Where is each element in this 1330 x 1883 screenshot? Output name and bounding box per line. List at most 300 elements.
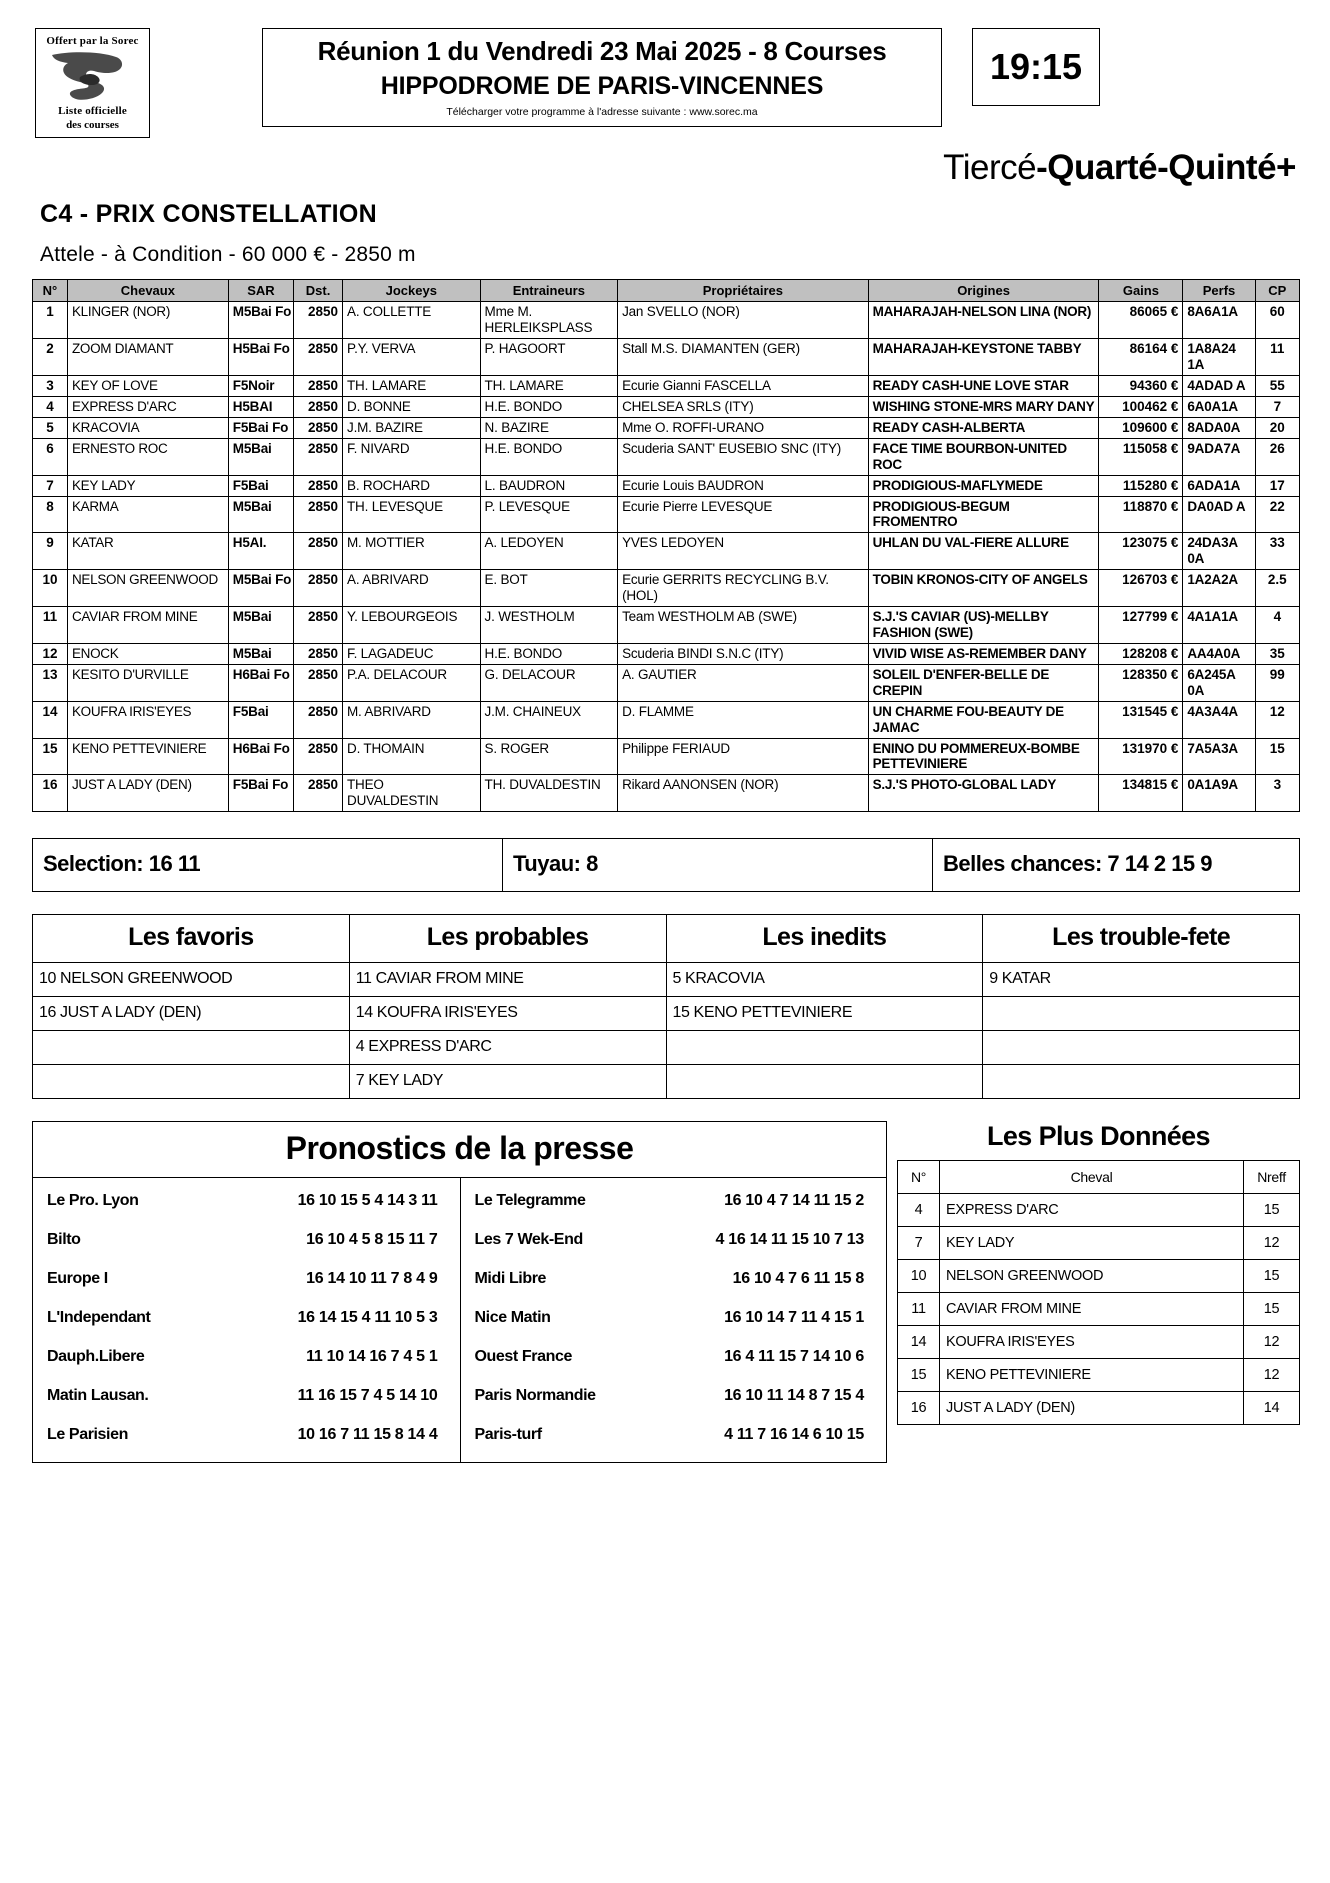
favoris-cell: 5 KRACOVIA (666, 963, 983, 997)
runner-distance: 2850 (294, 607, 343, 644)
most-played-horse: EXPRESS D'ARC (940, 1194, 1244, 1227)
press-source-name: Nice Matin (474, 1309, 551, 1327)
favoris-cell (983, 1065, 1300, 1099)
runner-owner: A. GAUTIER (618, 664, 869, 701)
table-row (33, 396, 1300, 417)
runner-origin: SOLEIL D'ENFER-BELLE DE CREPIN (868, 664, 1099, 701)
runner-perfs: 24DA3A 0A (1183, 533, 1255, 570)
runner-distance: 2850 (294, 475, 343, 496)
runner-jockey: F. LAGADEUC (343, 643, 481, 664)
runner-cp: 2.5 (1255, 570, 1299, 607)
press-prediction-row (475, 1348, 879, 1366)
runner-jockey: D. BONNE (343, 396, 481, 417)
runner-number: 12 (33, 643, 68, 664)
runner-origin: READY CASH-ALBERTA (868, 417, 1099, 438)
most-played-count: 12 (1244, 1326, 1300, 1359)
press-prediction-row (475, 1192, 879, 1210)
runner-number: 1 (33, 302, 68, 339)
runner-origin: FACE TIME BOURBON-UNITED ROC (868, 438, 1099, 475)
favoris-cell (666, 1031, 983, 1065)
most-played-col-1: Cheval (940, 1161, 1244, 1194)
runner-origin: S.J.'S PHOTO-GLOBAL LADY (868, 775, 1099, 812)
runner-gains: 123075 € (1099, 533, 1183, 570)
runner-horse-name: KARMA (67, 496, 228, 533)
most-played-row (898, 1260, 1300, 1293)
favoris-cell (983, 997, 1300, 1031)
runner-number: 14 (33, 701, 68, 738)
favoris-cell: 10 NELSON GREENWOOD (33, 963, 350, 997)
runner-owner: Mme O. ROFFI-URANO (618, 417, 869, 438)
runner-sar: H5AI. (228, 533, 293, 570)
favoris-cell (33, 1031, 350, 1065)
runner-sar: M5Bai (228, 496, 293, 533)
runner-trainer: H.E. BONDO (480, 643, 618, 664)
most-played-number: 11 (898, 1293, 940, 1326)
runner-perfs: 0A1A9A (1183, 775, 1255, 812)
most-played-title: Les Plus Données (987, 1121, 1210, 1152)
press-source-picks: 16 10 4 7 14 11 15 2 (724, 1192, 864, 1210)
runner-sar: M5Bai Fo (228, 570, 293, 607)
runner-cp: 60 (1255, 302, 1299, 339)
runner-gains: 115280 € (1099, 475, 1183, 496)
runner-horse-name: JUST A LADY (DEN) (67, 775, 228, 812)
most-played-col-0: N° (898, 1161, 940, 1194)
most-played-horse: KENO PETTEVINIERE (940, 1359, 1244, 1392)
runner-perfs: AA4A0A (1183, 643, 1255, 664)
press-source-name: Les 7 Wek-End (474, 1231, 583, 1249)
runner-jockey: THEO DUVALDESTIN (343, 775, 481, 812)
press-source-picks: 16 14 10 11 7 8 4 9 (306, 1270, 438, 1288)
runner-origin: TOBIN KRONOS-CITY OF ANGELS (868, 570, 1099, 607)
runner-jockey: D. THOMAIN (343, 738, 481, 775)
favoris-cell: 9 KATAR (983, 963, 1300, 997)
runner-jockey: B. ROCHARD (343, 475, 481, 496)
runner-cp: 15 (1255, 738, 1299, 775)
reunion-title-box (262, 28, 942, 127)
runner-horse-name: KATAR (67, 533, 228, 570)
runner-trainer: P. LEVESQUE (480, 496, 618, 533)
most-played-horse: CAVIAR FROM MINE (940, 1293, 1244, 1326)
runner-horse-name: ENOCK (67, 643, 228, 664)
col-cp: CP (1255, 280, 1299, 302)
runner-distance: 2850 (294, 701, 343, 738)
press-column-left (33, 1178, 460, 1462)
runner-gains: 86164 € (1099, 339, 1183, 376)
selection-bar-wrapper (0, 812, 1330, 892)
runner-trainer: H.E. BONDO (480, 396, 618, 417)
runner-owner: Team WESTHOLM AB (SWE) (618, 607, 869, 644)
runner-trainer: P. HAGOORT (480, 339, 618, 376)
runner-trainer: J. WESTHOLM (480, 607, 618, 644)
runner-perfs: 8ADA0A (1183, 417, 1255, 438)
table-row (33, 302, 1300, 339)
runner-cp: 22 (1255, 496, 1299, 533)
most-played-number: 14 (898, 1326, 940, 1359)
runner-origin: MAHARAJAH-NELSON LINA (NOR) (868, 302, 1099, 339)
runner-perfs: 6A0A1A (1183, 396, 1255, 417)
press-source-name: Paris Normandie (474, 1387, 596, 1405)
runner-number: 7 (33, 475, 68, 496)
press-source-name: Le Pro. Lyon (47, 1192, 139, 1210)
most-played-horse: NELSON GREENWOOD (940, 1260, 1244, 1293)
runner-horse-name: KOUFRA IRIS'EYES (67, 701, 228, 738)
page-header (0, 0, 1330, 138)
press-prediction-row (47, 1426, 452, 1444)
runner-origin: ENINO DU POMMEREUX-BOMBE PETTEVINIERE (868, 738, 1099, 775)
bet-type-rest: -Quarté-Quinté+ (1036, 148, 1296, 187)
runner-sar: H5Bai Fo (228, 339, 293, 376)
reunion-title: Réunion 1 du Vendredi 23 Mai 2025 - 8 Courses (317, 36, 887, 66)
runner-distance: 2850 (294, 302, 343, 339)
sorec-logo (35, 28, 150, 138)
runner-cp: 4 (1255, 607, 1299, 644)
runner-trainer: L. BAUDRON (480, 475, 618, 496)
runner-owner: YVES LEDOYEN (618, 533, 869, 570)
runner-distance: 2850 (294, 738, 343, 775)
table-row (33, 775, 1300, 812)
runner-trainer: S. ROGER (480, 738, 618, 775)
press-prediction-row (47, 1270, 452, 1288)
runner-cp: 11 (1255, 339, 1299, 376)
runner-distance: 2850 (294, 570, 343, 607)
press-source-picks: 16 4 11 15 7 14 10 6 (724, 1348, 864, 1366)
runner-distance: 2850 (294, 417, 343, 438)
runner-number: 3 (33, 376, 68, 397)
most-played-row (898, 1227, 1300, 1260)
runner-jockey: P.Y. VERVA (343, 339, 481, 376)
runner-origin: MAHARAJAH-KEYSTONE TABBY (868, 339, 1099, 376)
runner-horse-name: KEY OF LOVE (67, 376, 228, 397)
runner-gains: 131970 € (1099, 738, 1183, 775)
table-row (33, 417, 1300, 438)
press-source-picks: 11 16 15 7 4 5 14 10 (297, 1387, 438, 1405)
col-num: N° (33, 280, 68, 302)
favoris-row (33, 1031, 1300, 1065)
most-played-number: 16 (898, 1392, 940, 1425)
col-sar: SAR (228, 280, 293, 302)
table-row (33, 738, 1300, 775)
press-predictions-panel (32, 1121, 887, 1463)
runner-number: 2 (33, 339, 68, 376)
runner-perfs: 4A1A1A (1183, 607, 1255, 644)
runner-horse-name: KRACOVIA (67, 417, 228, 438)
runner-cp: 20 (1255, 417, 1299, 438)
press-source-picks: 4 16 14 11 15 10 7 13 (715, 1231, 864, 1249)
press-prediction-row (475, 1387, 879, 1405)
runner-trainer: E. BOT (480, 570, 618, 607)
runner-perfs: 4A3A4A (1183, 701, 1255, 738)
favoris-row (33, 997, 1300, 1031)
favoris-table (32, 914, 1300, 1099)
runner-number: 5 (33, 417, 68, 438)
runner-origin: UN CHARME FOU-BEAUTY DE JAMAC (868, 701, 1099, 738)
hippodrome-name: HIPPODROME DE PARIS-VINCENNES (380, 71, 824, 100)
runner-jockey: J.M. BAZIRE (343, 417, 481, 438)
press-source-picks: 16 10 4 5 8 15 11 7 (306, 1231, 438, 1249)
most-played-horse: KOUFRA IRIS'EYES (940, 1326, 1244, 1359)
runner-sar: H6Bai Fo (228, 664, 293, 701)
favoris-cell: 14 KOUFRA IRIS'EYES (349, 997, 666, 1031)
col-gains: Gains (1099, 280, 1183, 302)
runner-perfs: 4ADAD A (1183, 376, 1255, 397)
most-played-number: 4 (898, 1194, 940, 1227)
runner-horse-name: ZOOM DIAMANT (67, 339, 228, 376)
table-row (33, 570, 1300, 607)
race-conditions: Attele - à Condition - 60 000 € - 2850 m (40, 243, 416, 266)
favoris-table-wrapper (0, 892, 1330, 1099)
runner-sar: M5Bai (228, 438, 293, 475)
most-played-row (898, 1326, 1300, 1359)
most-played-col-2: Nreff (1244, 1161, 1300, 1194)
most-played-table (897, 1160, 1300, 1425)
runner-owner: CHELSEA SRLS (ITY) (618, 396, 869, 417)
press-source-name: Midi Libre (474, 1270, 547, 1288)
runner-horse-name: KENO PETTEVINIERE (67, 738, 228, 775)
runner-distance: 2850 (294, 339, 343, 376)
runner-trainer: TH. LAMARE (480, 376, 618, 397)
runner-perfs: 6A245A 0A (1183, 664, 1255, 701)
runner-number: 9 (33, 533, 68, 570)
table-row (33, 496, 1300, 533)
favoris-col-header-1: Les probables (349, 915, 666, 963)
favoris-cell (666, 1065, 983, 1099)
runner-number: 13 (33, 664, 68, 701)
press-panel-title: Pronostics de la presse (33, 1122, 886, 1178)
runner-gains: 127799 € (1099, 607, 1183, 644)
runner-horse-name: CAVIAR FROM MINE (67, 607, 228, 644)
favoris-cell (33, 1065, 350, 1099)
most-played-horse: JUST A LADY (DEN) (940, 1392, 1244, 1425)
runner-distance: 2850 (294, 643, 343, 664)
runner-gains: 134815 € (1099, 775, 1183, 812)
most-played-number: 7 (898, 1227, 940, 1260)
favoris-row (33, 1065, 1300, 1099)
press-prediction-row (47, 1231, 452, 1249)
most-played-count: 15 (1244, 1260, 1300, 1293)
runner-number: 16 (33, 775, 68, 812)
table-row (33, 664, 1300, 701)
press-source-name: Paris-turf (474, 1426, 542, 1444)
runner-cp: 3 (1255, 775, 1299, 812)
runner-jockey: M. MOTTIER (343, 533, 481, 570)
press-source-name: Le Parisien (47, 1426, 128, 1444)
runner-distance: 2850 (294, 396, 343, 417)
table-row (33, 438, 1300, 475)
col-entraineurs: Entraineurs (480, 280, 618, 302)
most-played-panel (897, 1121, 1300, 1463)
runner-distance: 2850 (294, 533, 343, 570)
runner-gains: 118870 € (1099, 496, 1183, 533)
most-played-row (898, 1359, 1300, 1392)
runners-table (32, 279, 1300, 812)
most-played-count: 12 (1244, 1227, 1300, 1260)
table-row (33, 376, 1300, 397)
runner-distance: 2850 (294, 664, 343, 701)
selection-cell: Selection: 16 11 (33, 839, 503, 892)
runner-trainer: H.E. BONDO (480, 438, 618, 475)
runner-number: 4 (33, 396, 68, 417)
runner-gains: 86065 € (1099, 302, 1183, 339)
table-row (33, 533, 1300, 570)
press-prediction-row (475, 1270, 879, 1288)
runner-horse-name: KESITO D'URVILLE (67, 664, 228, 701)
logo-bottom-text-1: Liste officielle (58, 105, 127, 117)
favoris-col-header-0: Les favoris (33, 915, 350, 963)
runner-gains: 128350 € (1099, 664, 1183, 701)
runner-gains: 100462 € (1099, 396, 1183, 417)
runner-distance: 2850 (294, 496, 343, 533)
press-source-picks: 10 16 7 11 15 8 14 4 (297, 1426, 438, 1444)
runner-origin: PRODIGIOUS-BEGUM FROMENTRO (868, 496, 1099, 533)
most-played-horse: KEY LADY (940, 1227, 1244, 1260)
runner-cp: 55 (1255, 376, 1299, 397)
runner-origin: READY CASH-UNE LOVE STAR (868, 376, 1099, 397)
runner-jockey: F. NIVARD (343, 438, 481, 475)
runner-trainer: N. BAZIRE (480, 417, 618, 438)
runner-distance: 2850 (294, 376, 343, 397)
runner-cp: 7 (1255, 396, 1299, 417)
press-source-name: L'Independant (47, 1309, 151, 1327)
download-note: Télécharger votre programme à l'adresse suivante : www.sorec.ma (446, 106, 758, 118)
press-prediction-row (47, 1348, 452, 1366)
bet-type-banner (0, 138, 1330, 188)
press-source-picks: 4 11 7 16 14 6 10 15 (724, 1426, 864, 1444)
runner-sar: F5Bai (228, 701, 293, 738)
race-time: 19:15 (972, 28, 1100, 106)
race-name: C4 - PRIX CONSTELLATION (40, 200, 378, 228)
runner-sar: H5BAI (228, 396, 293, 417)
runner-owner: Scuderia SANT' EUSEBIO SNC (ITY) (618, 438, 869, 475)
runner-jockey: A. COLLETTE (343, 302, 481, 339)
runner-trainer: A. LEDOYEN (480, 533, 618, 570)
runner-cp: 33 (1255, 533, 1299, 570)
press-source-picks: 16 10 4 7 6 11 15 8 (732, 1270, 864, 1288)
runner-cp: 99 (1255, 664, 1299, 701)
col-jockeys: Jockeys (343, 280, 481, 302)
press-column-right (460, 1178, 887, 1462)
press-source-picks: 16 14 15 4 11 10 5 3 (297, 1309, 438, 1327)
runner-perfs: 6ADA1A (1183, 475, 1255, 496)
sorec-horse-icon (50, 49, 134, 111)
col-dst: Dst. (294, 280, 343, 302)
press-source-picks: 16 10 14 7 11 4 15 1 (724, 1309, 864, 1327)
most-played-row (898, 1293, 1300, 1326)
runner-trainer: G. DELACOUR (480, 664, 618, 701)
press-source-picks: 16 10 15 5 4 14 3 11 (297, 1192, 438, 1210)
runner-number: 10 (33, 570, 68, 607)
col-origines: Origines (868, 280, 1099, 302)
table-row (33, 475, 1300, 496)
most-played-count: 12 (1244, 1359, 1300, 1392)
most-played-count: 15 (1244, 1194, 1300, 1227)
press-source-picks: 16 10 11 14 8 7 15 4 (724, 1387, 864, 1405)
runner-owner: Ecurie GERRITS RECYCLING B.V.(HOL) (618, 570, 869, 607)
runner-sar: M5Bai (228, 607, 293, 644)
col-proprietaires: Propriétaires (618, 280, 869, 302)
runner-sar: F5Bai (228, 475, 293, 496)
runner-origin: UHLAN DU VAL-FIERE ALLURE (868, 533, 1099, 570)
runner-owner: Stall M.S. DIAMANTEN (GER) (618, 339, 869, 376)
runner-perfs: 1A8A24 1A (1183, 339, 1255, 376)
runner-owner: Jan SVELLO (NOR) (618, 302, 869, 339)
runner-owner: D. FLAMME (618, 701, 869, 738)
most-played-header-row (898, 1161, 1300, 1194)
table-row (33, 607, 1300, 644)
runner-sar: M5Bai (228, 643, 293, 664)
runners-table-header-row (33, 280, 1300, 302)
favoris-cell: 15 KENO PETTEVINIERE (666, 997, 983, 1031)
press-source-name: Europe I (47, 1270, 108, 1288)
table-row (33, 701, 1300, 738)
runner-sar: F5Bai Fo (228, 775, 293, 812)
runner-trainer: TH. DUVALDESTIN (480, 775, 618, 812)
runner-cp: 12 (1255, 701, 1299, 738)
favoris-cell (983, 1031, 1300, 1065)
runner-sar: H6Bai Fo (228, 738, 293, 775)
belles-chances-cell: Belles chances: 7 14 2 15 9 (933, 839, 1300, 892)
runner-perfs: 7A5A3A (1183, 738, 1255, 775)
press-source-name: Matin Lausan. (47, 1387, 149, 1405)
runner-perfs: DA0AD A (1183, 496, 1255, 533)
press-prediction-row (47, 1192, 452, 1210)
tuyau-cell: Tuyau: 8 (503, 839, 933, 892)
runner-gains: 126703 € (1099, 570, 1183, 607)
press-source-picks: 11 10 14 16 7 4 5 1 (306, 1348, 438, 1366)
runner-distance: 2850 (294, 438, 343, 475)
most-played-count: 15 (1244, 1293, 1300, 1326)
runner-sar: F5Noir (228, 376, 293, 397)
press-prediction-row (475, 1309, 879, 1327)
runner-trainer: J.M. CHAINEUX (480, 701, 618, 738)
col-chevaux: Chevaux (67, 280, 228, 302)
runner-origin: VIVID WISE AS-REMEMBER DANY (868, 643, 1099, 664)
selection-bar (32, 838, 1300, 892)
runner-owner: Ecurie Louis BAUDRON (618, 475, 869, 496)
runner-number: 8 (33, 496, 68, 533)
logo-top-text: Offert par la Sorec (46, 35, 139, 47)
runner-owner: Scuderia BINDI S.N.C (ITY) (618, 643, 869, 664)
runner-jockey: TH. LEVESQUE (343, 496, 481, 533)
press-prediction-row (47, 1387, 452, 1405)
favoris-cell: 7 KEY LADY (349, 1065, 666, 1099)
runner-trainer: Mme M. HERLEIKSPLASS (480, 302, 618, 339)
runner-perfs: 1A2A2A (1183, 570, 1255, 607)
runner-number: 15 (33, 738, 68, 775)
runner-horse-name: ERNESTO ROC (67, 438, 228, 475)
press-source-name: Ouest France (474, 1348, 572, 1366)
runner-perfs: 8A6A1A (1183, 302, 1255, 339)
runner-perfs: 9ADA7A (1183, 438, 1255, 475)
runner-number: 6 (33, 438, 68, 475)
runner-cp: 17 (1255, 475, 1299, 496)
runner-gains: 115058 € (1099, 438, 1183, 475)
press-prediction-row (475, 1231, 879, 1249)
runner-gains: 94360 € (1099, 376, 1183, 397)
runner-horse-name: KEY LADY (67, 475, 228, 496)
favoris-cell: 4 EXPRESS D'ARC (349, 1031, 666, 1065)
favoris-cell: 16 JUST A LADY (DEN) (33, 997, 350, 1031)
favoris-header-row (33, 915, 1300, 963)
runner-sar: F5Bai Fo (228, 417, 293, 438)
logo-bottom-text-2: des courses (66, 119, 119, 131)
press-prediction-row (475, 1426, 879, 1444)
runner-horse-name: KLINGER (NOR) (67, 302, 228, 339)
press-source-name: Le Telegramme (474, 1192, 586, 1210)
runner-jockey: P.A. DELACOUR (343, 664, 481, 701)
runner-number: 11 (33, 607, 68, 644)
runner-cp: 35 (1255, 643, 1299, 664)
most-played-row (898, 1194, 1300, 1227)
